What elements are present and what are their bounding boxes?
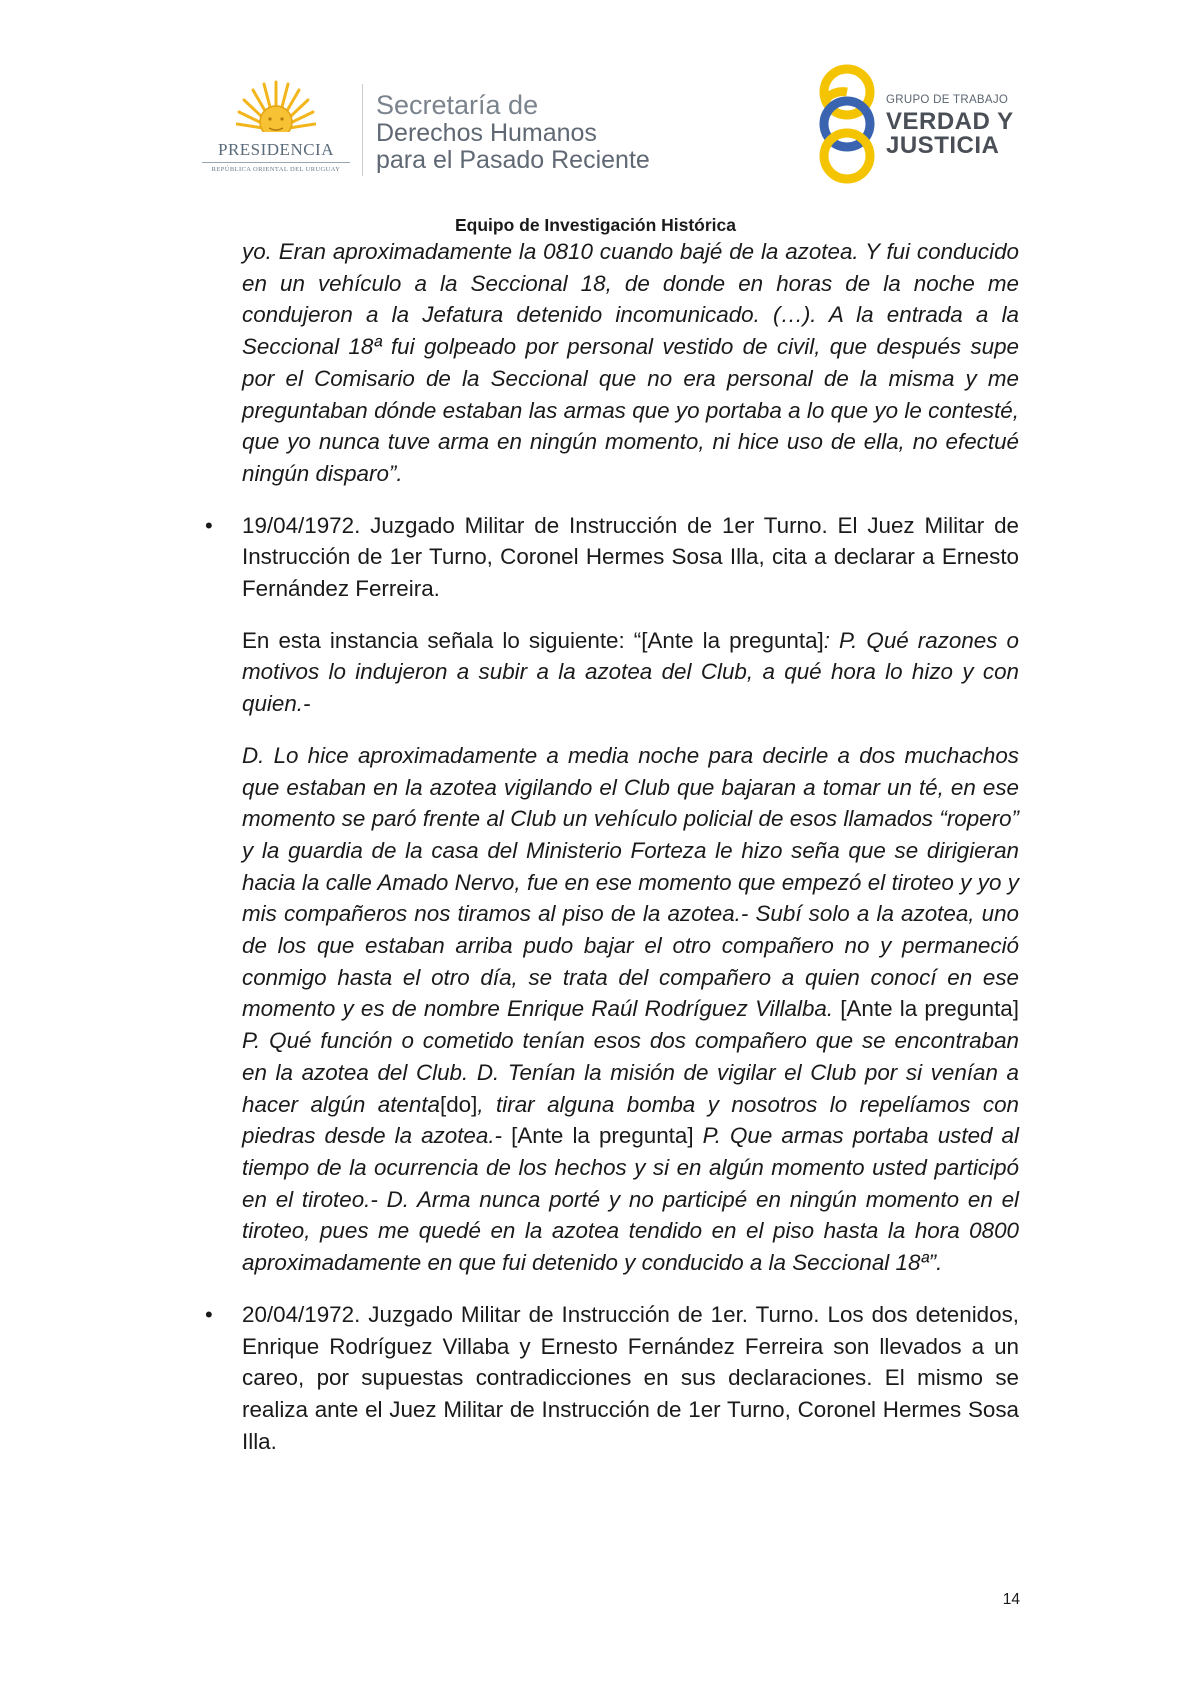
presidencia-logo: [196, 78, 356, 178]
paragraph-instancia-normal: En esta instancia señala lo siguiente: “[Ante la pregunta]: [242, 627, 824, 653]
header-vertical-divider: [362, 84, 363, 176]
list-item-text: 20/04/1972. Juzgado Militar de Instrucción de 1er. Turno. Los dos detenidos, Enrique Rodríguez Villaba y Ernesto Fernández Ferreira son llevados a un careo, por supuestas contradicciones en sus declaraciones. El mismo se realiza ante el Juez Militar de Instrucción de 1er Turno, Coronel Hermes Sosa Illa.: [242, 1301, 1019, 1454]
paragraph-instancia-question: : P. Qué razones o motivos lo indujeron a subir a la azotea del Club, a qué hora lo hizo y con quien.-: [242, 627, 1019, 717]
list-item-19-04-1972: [205, 510, 1019, 605]
presidencia-name: PRESIDENCIA: [217, 140, 334, 159]
justicia-label: JUSTICIA: [886, 132, 1000, 159]
declaration-segment-7: P. Que armas portaba usted al tiempo de la ocurrencia de los hechos y si en algún momento usted participó en el tiroteo.- D. Arma nunca porté y no participé en ningún momento en el tiroteo, pues me quedé en la azotea tendido en el piso hasta la hora 0800 aproximadamente en que fui detenido y conducido a la Seccional 18ª”.: [242, 1123, 1019, 1276]
list-item-20-04-1972: [205, 1299, 1019, 1458]
paragraph-declaration: [242, 740, 1019, 1279]
grupo-trabajo-label: GRUPO DE TRABAJO: [886, 94, 1009, 106]
list-item-text: 19/04/1972. Juzgado Militar de Instrucción de 1er Turno. El Juez Militar de Instrucción de 1er Turno, Coronel Hermes Sosa Illa, cita a declarar a Ernesto Fernández Ferreira.: [242, 512, 1019, 602]
paragraph-instancia: [242, 625, 1019, 720]
secretaria-line-3: para el Pasado Reciente: [376, 146, 650, 174]
verdad-justicia-logo: [812, 62, 1032, 187]
page-header: [0, 0, 1191, 200]
declaration-segment-1: D. Lo hice aproximadamente a media noche para decirle a dos muchachos que estaban en la azotea vigilando el Club que bajaran a tomar un té, en ese momento se paró frente al Club un vehículo policial de esos llamados “ropero” y la guardia de la casa del Ministerio Forteza le hizo seña que se dirigieran hacia la calle Amado Nervo, fue en ese momento que empezó el tiroteo y yo y mis compañeros nos tiramos al piso de la azotea.- Subí solo a la azotea, uno de los que estaban arriba pudo bajar el otro compañero no y permaneció conmigo hasta el otro día, se trata del compañero a quien conocí en ese momento y es de nombre Enrique Raúl Rodríguez Villalba.: [242, 742, 1019, 1022]
declaration-segment-2: [Ante la pregunta]: [833, 996, 1019, 1022]
interlocking-rings-icon: [812, 62, 882, 187]
paragraph-testimony-continuation: yo. Eran aproximadamente la 0810 cuando bajé de la azotea. Y fui conducido en un vehículo a la Seccional 18, de donde en horas de la noche me condujeron a la Jefatura detenido incomunicado. (…). A la entrada a la Seccional 18ª fui golpeado por personal vestido de civil, que después supe por el Comisario de la Seccional que no era personal de la misma y me preguntaban dónde estaban las armas que yo portaba a lo que yo le contesté, que yo nunca tuve arma en ningún momento, ni hice uso de ella, no efectué ningún disparo”.: [242, 239, 1019, 486]
secretaria-line-2: Derechos Humanos: [376, 119, 597, 147]
bullet-icon: •: [205, 1301, 213, 1327]
declaration-segment-4: [do]: [440, 1091, 478, 1117]
page-number: 14: [1002, 1591, 1020, 1608]
team-title: Equipo de Investigación Histórica: [454, 215, 737, 235]
bullet-icon: •: [205, 512, 213, 538]
presidencia-divider: [202, 162, 350, 163]
verdad-label: VERDAD Y: [886, 108, 1014, 135]
sun-emblem-icon: [236, 78, 316, 138]
document-body: [205, 236, 1019, 1457]
declaration-segment-6: [Ante la pregunta]: [502, 1123, 703, 1149]
declaration-segment-3: P. Qué función o cometido tenían esos dos compañero que se encontraban en la azotea del Club. D. Tenían la misión de vigilar el Club por si venían a hacer algún atenta: [242, 1028, 1019, 1117]
secretaria-line-1: Secretaría de: [376, 90, 539, 120]
secretaria-logo-text: [376, 90, 706, 174]
presidencia-subtitle: REPÚBLICA ORIENTAL DEL URUGUAY: [211, 166, 341, 173]
declaration-segment-5: , tirar alguna bomba y nosotros lo repelíamos con piedras desde la azotea.-: [242, 1091, 1019, 1149]
